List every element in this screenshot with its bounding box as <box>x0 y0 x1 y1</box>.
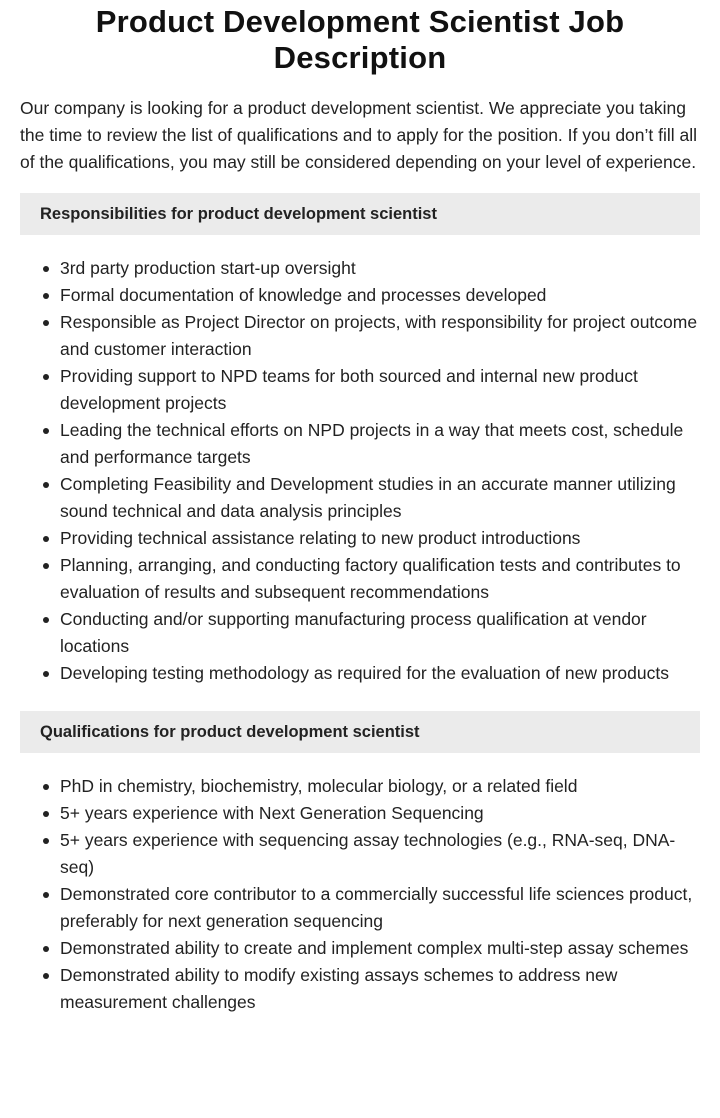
list-item: Planning, arranging, and conducting factory qualification tests and contributes to evaluation of results and subsequent recommendations <box>60 552 700 606</box>
list-item: 5+ years experience with Next Generation Sequencing <box>60 800 700 827</box>
list-item: 5+ years experience with sequencing assay technologies (e.g., RNA-seq, DNA-seq) <box>60 827 700 881</box>
list-item: Demonstrated core contributor to a commercially successful life sciences product, preferably for next generation sequencing <box>60 881 700 935</box>
list-item: Formal documentation of knowledge and processes developed <box>60 282 700 309</box>
list-item: Providing technical assistance relating to new product introductions <box>60 525 700 552</box>
list-item: Providing support to NPD teams for both sourced and internal new product development projects <box>60 363 700 417</box>
list-item: Conducting and/or supporting manufacturing process qualification at vendor locations <box>60 606 700 660</box>
list-item: Demonstrated ability to modify existing assays schemes to address new measurement challenges <box>60 962 700 1016</box>
list-item: 3rd party production start-up oversight <box>60 255 700 282</box>
intro-paragraph: Our company is looking for a product development scientist. We appreciate you taking the time to review the list of qualifications and to apply for the position. If you don’t fill all of the qualifications, you may still be considered depending on your level of experience. <box>20 98 698 172</box>
qualifications-heading: Qualifications for product development scientist <box>20 711 700 753</box>
list-item: PhD in chemistry, biochemistry, molecular biology, or a related field <box>60 773 700 800</box>
list-item: Completing Feasibility and Development studies in an accurate manner utilizing sound technical and data analysis principles <box>60 471 700 525</box>
page-title: Product Development Scientist Job Description <box>95 4 625 75</box>
qualifications-list <box>20 773 700 1016</box>
list-item: Demonstrated ability to create and implement complex multi-step assay schemes <box>60 935 700 962</box>
list-item: Responsible as Project Director on projects, with responsibility for project outcome and customer interaction <box>60 309 700 363</box>
responsibilities-list <box>20 255 700 687</box>
list-item: Leading the technical efforts on NPD projects in a way that meets cost, schedule and performance targets <box>60 417 700 471</box>
responsibilities-heading: Responsibilities for product development scientist <box>20 193 700 235</box>
list-item: Developing testing methodology as required for the evaluation of new products <box>60 660 700 687</box>
